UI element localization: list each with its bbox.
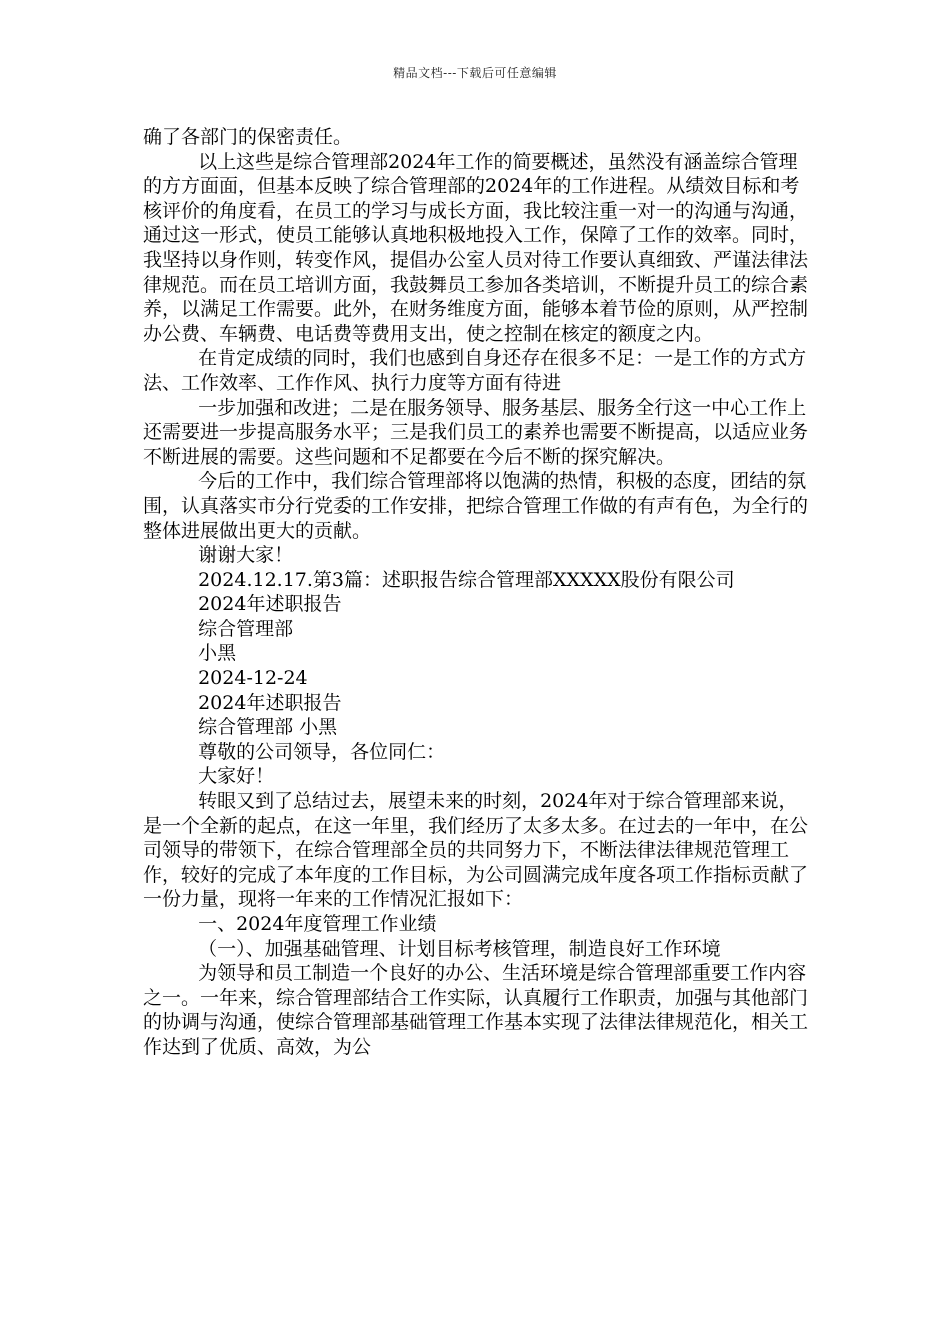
paragraph: 确了各部门的保密责任。: [143, 126, 353, 148]
paragraph: 以上这些是综合管理部2024年工作的简要概述，虽然没有涵盖综合管理的方方面面，但基本反映了综合管理部的2024年的工作进程。从绩效目标和考核评价的角度看，在员工的学习与成长方面，我比较注重一对一的沟通与沟通，通过这一形式，使员工能够认真地积极地投入工作，保障了工作的效率。同时，我坚持以身作则，转变作风，提倡办公室人员对待工作要认真细致、严谨法律法律规范。而在员工培训方面，我鼓舞员工参加各类培训，不断提升员工的综合素养，以满足工作需要。此外，在财务维度方面，能够本着节俭的原则，从严控制办公费、车辆费、电话费等费用支出，使之控制在核定的额度之内。: [143, 150, 809, 345]
document-body: [143, 125, 815, 1060]
paragraph: 尊敬的公司领导，各位同仁：: [198, 740, 446, 763]
paragraph: 综合管理部 小黑: [198, 716, 338, 739]
paragraph: 为领导和员工制造一个良好的办公、生活环境是综合管理部重要工作内容之一。一年来，综合管理部结合工作实际，认真履行工作职责，加强与其他部门的协调与沟通，使综合管理部基础管理工作基本实现了法律法律规范化，相关工作达到了优质、高效，为公: [143, 962, 809, 1058]
paragraph: 一步加强和改进；二是在服务领导、服务基层、服务全行这一中心工作上还需要进一步提高服务水平；三是我们员工的素养也需要不断提高，以适应业务不断进展的需要。这些问题和不足都要在今后不断的探究解决。: [143, 396, 809, 468]
paragraph: 今后的工作中，我们综合管理部将以饱满的热情，积极的态度，团结的氛围，认真落实市分行党委的工作安排，把综合管理工作做的有声有色，为全行的整体进展做出更大的贡献。: [143, 470, 809, 542]
paragraph: 在肯定成绩的同时，我们也感到自身还存在很多不足：一是工作的方式方法、工作效率、工作作风、执行力度等方面有待进: [143, 347, 807, 394]
paragraph: 2024年述职报告: [198, 593, 342, 616]
paragraph: 谢谢大家！: [198, 544, 294, 567]
paragraph: 2024.12.17.第3篇：述职报告综合管理部XXXXX股份有限公司: [198, 568, 735, 591]
subsection-heading: （一）、加强基础管理、计划目标考核管理，制造良好工作环境: [198, 937, 721, 960]
paragraph: 小黑: [198, 642, 237, 665]
paragraph: 综合管理部: [198, 617, 294, 640]
section-heading: 一、2024年度管理工作业绩: [198, 913, 437, 935]
paragraph: 2024年述职报告: [198, 691, 342, 714]
paragraph: 转眼又到了总结过去，展望未来的时刻，2024年对于综合管理部来说，是一个全新的起点，在这一年里，我们经历了太多太多。在过去的一年中，在公司领导的带领下，在综合管理部全员的共同努力下，不断法律法律规范管理工作，较好的完成了本年度的工作目标，为公司圆满完成年度各项工作指标贡献了一份力量，现将一年来的工作情况汇报如下：: [143, 790, 809, 911]
paragraph: 2024-12-24: [198, 667, 308, 690]
page-header: 精品文档---下载后可任意编辑: [393, 66, 557, 80]
paragraph: 大家好！: [198, 765, 275, 788]
